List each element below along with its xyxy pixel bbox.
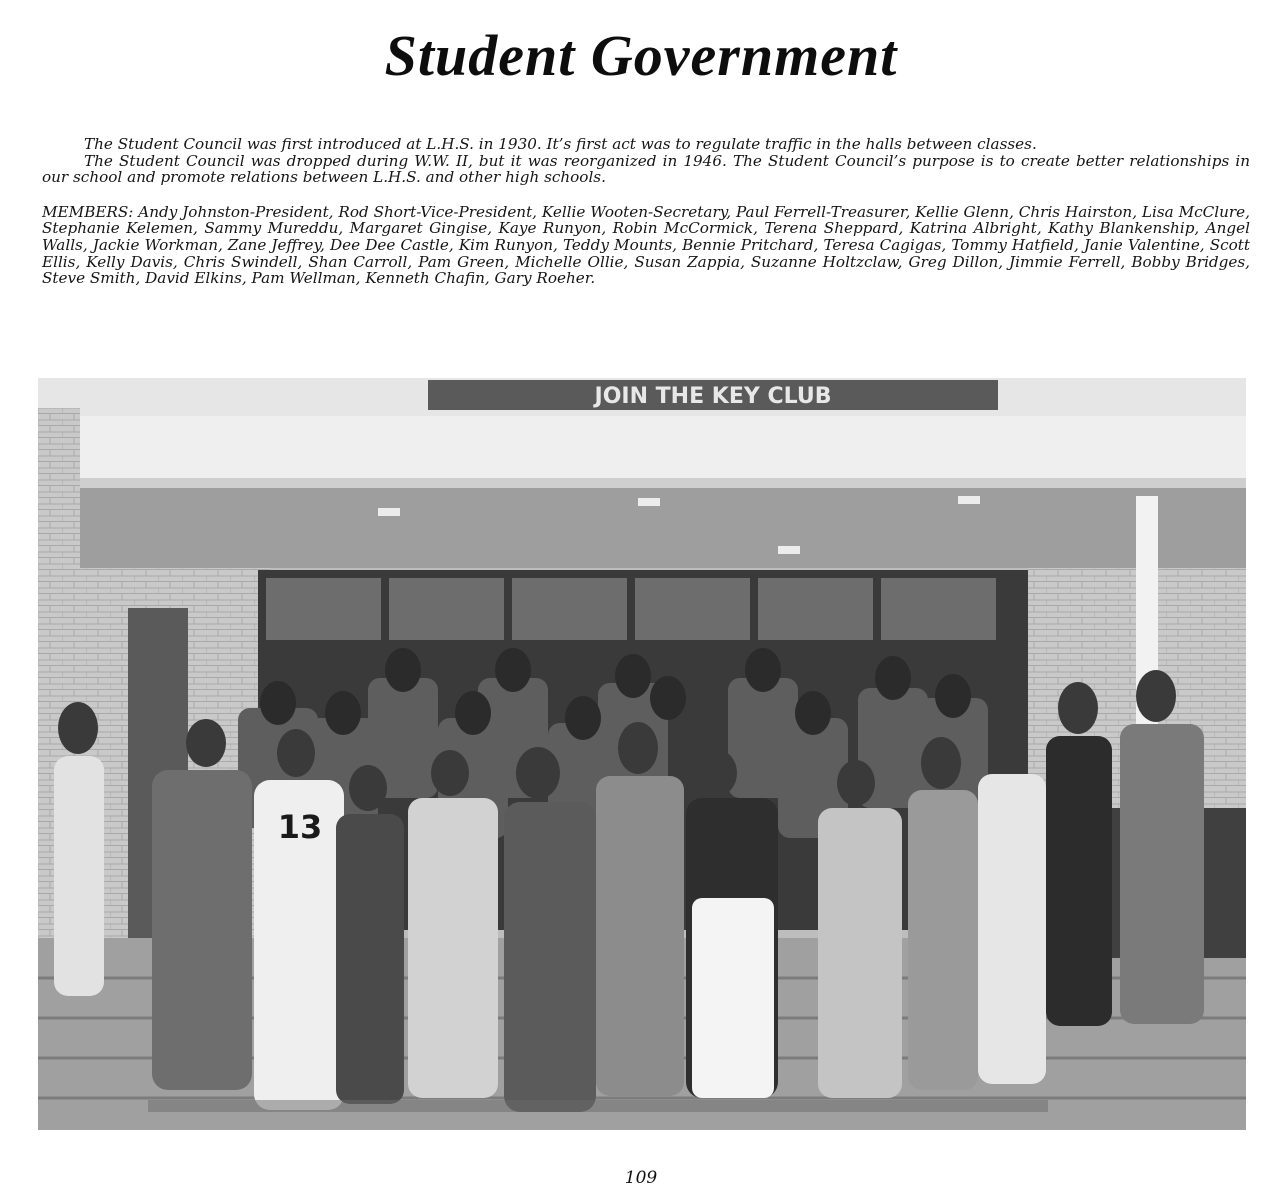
page-title: Student Government <box>384 23 898 88</box>
purpose-paragraph: The Student Council was dropped during W.W. II, but it was reorganized in 1946. The Student Council’s purpose is to create better relationships in our school and promote relations between L.H.S. and other high schools. <box>42 151 1250 187</box>
article-body <box>42 136 1250 302</box>
group-photo <box>38 378 1246 1130</box>
page-number: 109 <box>624 1168 658 1188</box>
members-list: MEMBERS: Andy Johnston-President, Rod Short-Vice-President, Kellie Wooten-Secretary, Paul Ferrell-Treasurer, Kellie Glenn, Chris Hairston, Lisa McClure, Stephanie Kelemen, Sammy Mureddu, Margaret Gingise, Kaye Runyon, Robin McCormick, Terena Sheppard, Katrina Albright, Kathy Blankenship, Angel Walls, Jackie Workman, Zane Jeffrey, Dee Dee Castle, Kim Runyon, Teddy Mounts, Bennie Pritchard, Teresa Cagigas, Tommy Hatfield, Janie Valentine, Scott Ellis, Kelly Davis, Chris Swindell, Shan Carroll, Pam Green, Michelle Ollie, Susan Zappia, Suzanne Holtzclaw, Greg Dillon, Jimmie Ferrell, Bobby Bridges, Steve Smith, David Elkins, Pam Wellman, Kenneth Chafin, Gary Roeher. <box>42 202 1250 288</box>
intro-paragraph: The Student Council was first introduced at L.H.S. in 1930. It’s first act was to regulate traffic in the halls between classes. <box>84 135 1037 153</box>
jersey-number: 13 <box>277 808 323 846</box>
key-club-sign: JOIN THE KEY CLUB <box>594 384 832 409</box>
